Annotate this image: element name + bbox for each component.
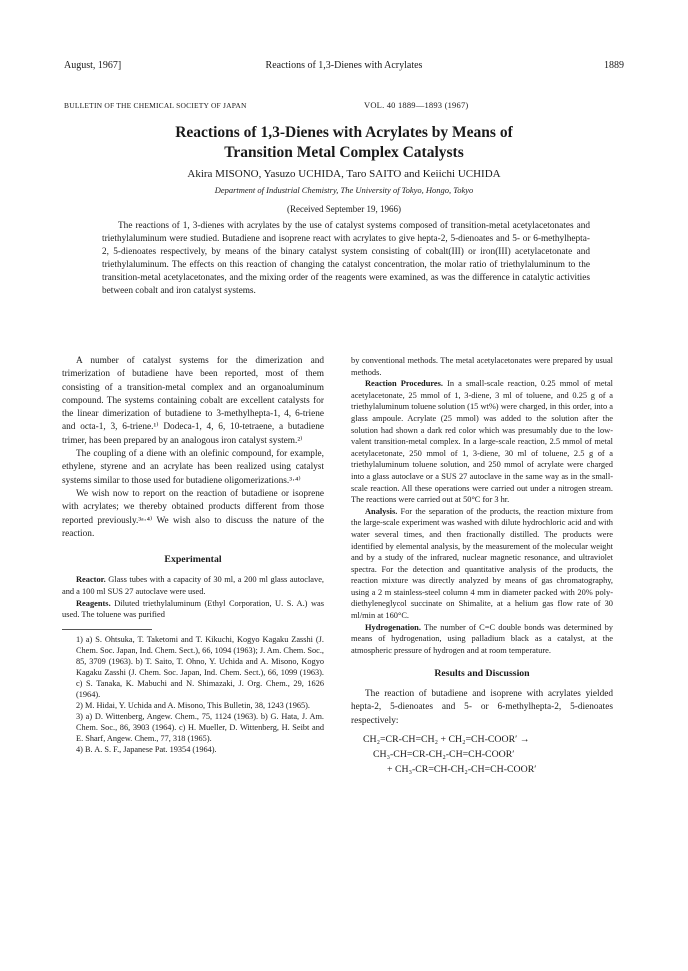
reference-2: 2) M. Hidai, Y. Uchida and A. Misono, This Bulletin, 38, 1243 (1965). (76, 700, 310, 710)
reagents-text: Diluted triethylaluminum (Ethyl Corporation, U. S. A.) was used. The toluene was purified (62, 598, 324, 620)
equation-line-2: CH₃-CH=CR-CH₂-CH=CH-COOR′ (373, 748, 515, 760)
results-paragraph: The reaction of butadiene and isoprene with acrylates yielded hepta-2, 5-dienoates and 5- or 6-methylhepta-2, 5-dienoates respectively: (351, 689, 613, 726)
journal-line (64, 100, 624, 110)
results-heading: Results and Discussion (434, 668, 530, 680)
analysis-text: For the separation of the products, the reaction mixture from the large-scale experiment was washed with dilute hydrochloric acid and with water several times, and then fractionally distilled. The products were identified by elemental analysis, by the measurement of the molecular weight and by a study of the infrared, nuclear magnetic resonance, and ultraviolet spectra. For the detection and quantitative analysis of the products, the reaction mixture was directly analyzed by means of gas chromatography, using a 2 m stainless-steel column 4 mm in diameter packed with 20% poly-diethyleneglycol succinate on Shimalite, at a helium gas flow rate of 30 ml/min at 160°C. (351, 506, 613, 621)
reference-4: 4) B. A. S. F., Japanese Pat. 19354 (1964). (76, 744, 217, 754)
experimental-heading: Experimental (164, 554, 222, 566)
reaction-procedures-label: Reaction Procedures. (365, 379, 443, 389)
equation-line-3: + CH₃-CR=CH-CH₂-CH=CH-COOR′ (387, 763, 537, 775)
hydrogenation-text: The number of C=C double bonds was determined by means of hydrogenation, using palladium black as a catalyst, at the atmospheric pressure of hydrogen and at room temperature. (351, 622, 613, 655)
reactor-label: Reactor. (76, 575, 106, 585)
title-line-1: Reactions of 1,3-Dienes with Acrylates by Means of (175, 124, 513, 141)
received-date: (Received September 19, 1966) (287, 204, 401, 214)
running-header (64, 60, 624, 74)
references (62, 634, 324, 755)
title-line-2: Transition Metal Complex Catalysts (224, 144, 464, 161)
reactor-text: Glass tubes with a capacity of 30 ml, a 200 ml glass autoclave, and a 100 ml SUS 27 autoclave were used. (62, 575, 324, 597)
reaction-procedures-paragraph (351, 378, 613, 506)
analysis-label: Analysis. (365, 506, 398, 516)
analysis-paragraph (351, 506, 613, 622)
paper-title (64, 123, 624, 163)
header-date: August, 1967] (64, 60, 122, 71)
reactor-paragraph (62, 574, 324, 597)
footnote-rule (62, 629, 152, 630)
left-column (62, 355, 324, 755)
reference-1: 1) a) S. Ohtsuka, T. Taketomi and T. Kikuchi, Kogyo Kagaku Zasshi (J. Chem. Soc. Japan, Ind. Chem. Sect.), 66, 1094 (1963); J. Am. Chem. Soc., 85, 3709 (1963). b) T. Saito, T. Ohno, Y. Uchida and A. Misono, Kogyo Kagaku Zasshi (J. Chem. Soc. Japan, Ind. Chem. Sect.), 66, 1099 (1963). c) S. Tanaka, K. Mabuchi and N. Shimazaki, J. Org. Chem., 29, 1626 (1964). (76, 634, 324, 699)
journal-name: BULLETIN OF THE CHEMICAL SOCIETY OF JAPAN (64, 101, 247, 110)
right-column (351, 355, 613, 777)
methods-continued: by conventional methods. The metal acetylacetonates were prepared by usual methods. (351, 356, 613, 377)
header-title: Reactions of 1,3-Dienes with Acrylates (265, 60, 423, 71)
intro-paragraph-3: We wish now to report on the reaction of butadiene or isoprene with acrylates; we thereby obtained products different from those reported previously.³ᵃ·⁴⁾ We wish also to discuss the nature of the reaction. (62, 488, 324, 539)
intro-paragraph-2: The coupling of a diene with an olefinic compound, for example, ethylene, styrene and an acrylate has been realized using catalyst systems similar to those used for butadiene oligomerizations.³·⁴⁾ (62, 449, 324, 486)
page-number: 1889 (604, 60, 624, 71)
equation-line-1: CH₂=CR-CH=CH₂ + CH₂=CH-COOR′ → (363, 733, 530, 745)
journal-volume: VOL. 40 1889—1893 (1967) (364, 100, 469, 110)
authors: Akira MISONO, Yasuzo UCHIDA, Taro SAITO and Keiichi UCHIDA (187, 168, 501, 180)
reagents-paragraph (62, 598, 324, 621)
affiliation: Department of Industrial Chemistry, The University of Tokyo, Hongo, Tokyo (214, 185, 474, 195)
reaction-procedures-text: In a small-scale reaction, 0.25 mmol of metal acetylacetonate, 25 mmol of 1, 3-diene, 3 ml of toluene, and 0.25 g of a triethylaluminum toluene solution (15 wt%) were charged, in this order, into a glass ampoule. Acrylate (25 mmol) was added to the solution after the solution had shown a dark red color which was presumably due to the low-valent transition-metal complex. In a large-scale reaction, 2.5 mmol of metal acetylacetonate, 250 mmol of 1, 3-diene, 30 ml of toluene, 2.5 g of a triethylaluminum toluene solution, and 250 mmol of acrylate were charged into a glass autoclave or a SUS 27 autoclave in the same way as in the small-scale reaction. All these operations were carried out under a nitrogen stream. The reactions were carried out at 50°C for 3 hr. (351, 379, 614, 505)
reference-3: 3) a) D. Wittenberg, Angew. Chem., 75, 1124 (1963). b) G. Hata, J. Am. Chem. Soc., 86, 3903 (1964). c) H. Mueller, D. Wittenberg, H. Seibt and E. Sharf, Angew. Chem., 77, 318 (1965). (76, 711, 324, 743)
hydrogenation-paragraph (351, 622, 613, 657)
intro-paragraph-1: A number of catalyst systems for the dimerization and trimerization of butadiene have been reported, most of them consisting of a transition-metal complex and an organoaluminum compound. The systems containing cobalt are excellent catalysts for the linear dimerization of butadiene to 3-methylhepta-1, 4, 6-triene and octa-1, 3, 6-triene.¹⁾ Dodeca-1, 4, 6, 10-tetraene, a butadiene trimer, has been prepared by an analogous iron catalyst system.²⁾ (62, 356, 324, 446)
hydrogenation-label: Hydrogenation. (365, 622, 421, 632)
reagents-label: Reagents. (76, 598, 111, 608)
abstract: The reactions of 1, 3-dienes with acrylates by the use of catalyst systems composed of transition-metal acetylacetonates and triethylaluminum were studied. Butadiene and isoprene react with acrylates to give hepta-2, 5-dienoates and 5- or 6-methylhepta-2, 5-dienoates respectively, by means of the binary catalyst system consisting of cobalt(III) or iron(III) acetylacetonate and triethylaluminum. The effects on this reaction of changing the catalyst concentration, the molar ratio of triethylaluminum to the transition-metal acetylacetonates, and the mixing order of the reagents were examined, as was the difference in catalytic activities between cobalt and iron catalyst systems. (102, 221, 590, 296)
reaction-equation (351, 732, 613, 777)
